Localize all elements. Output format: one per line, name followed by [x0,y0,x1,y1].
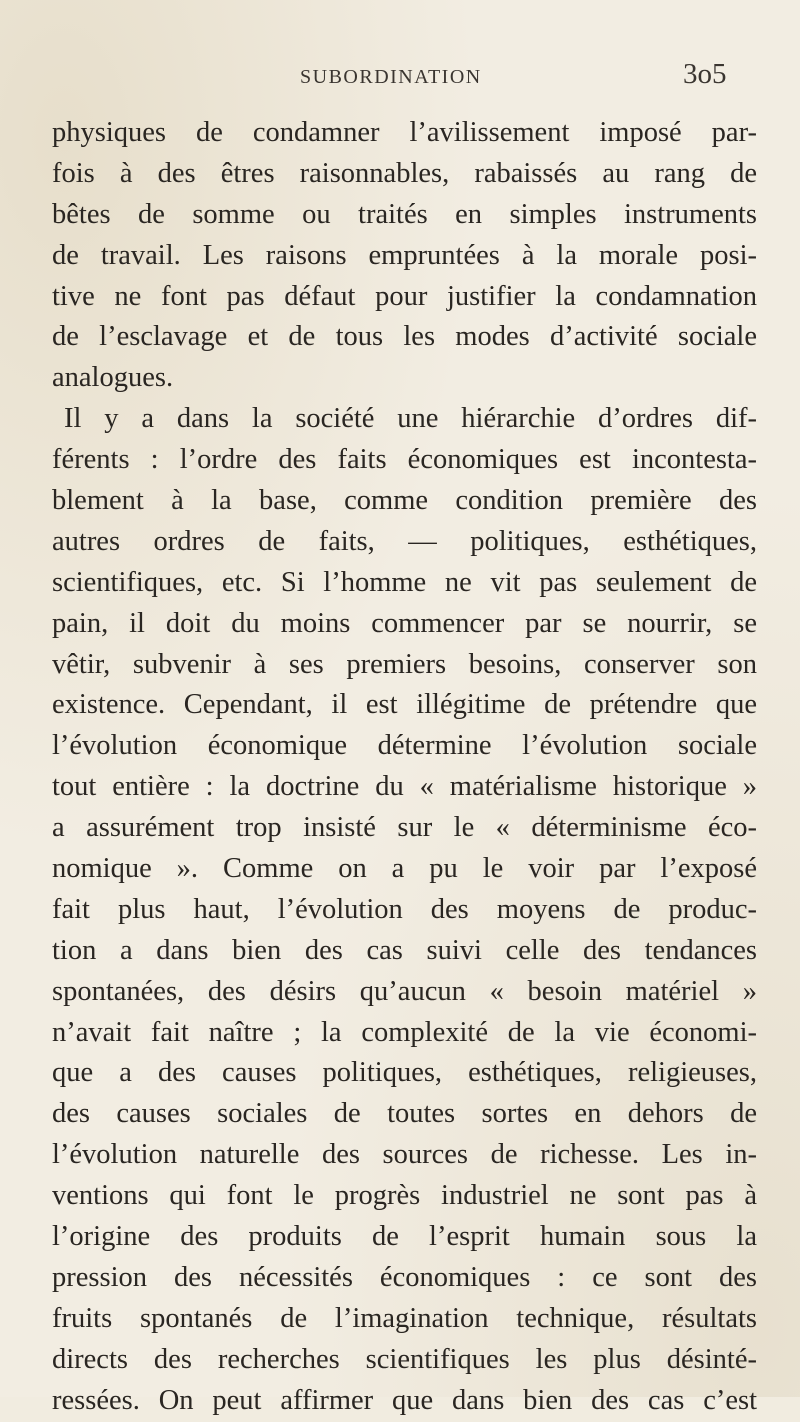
text-line: tion a dans bien des cas suivi celle des tendances [52,934,757,966]
body-text [52,113,757,1422]
text-line: fois à des êtres raisonnables, rabaissés au rang de [52,157,757,189]
text-line: vêtir, subvenir à ses premiers besoins, conserver son [52,648,757,680]
running-title: SUBORDINATION [300,66,482,88]
text-line: scientifiques, etc. Si l’homme ne vit pas seulement de [52,566,757,598]
text-line: l’origine des produits de l’esprit humain sous la [52,1221,757,1253]
text-line: que a des causes politiques, esthétiques, religieuses, [52,1057,757,1089]
text-line: spontanées, des désirs qu’aucun « besoin matériel » [52,975,757,1007]
paragraph-start-line: Il y a dans la société une hiérarchie d’ordres dif- [64,403,757,435]
text-line: physiques de condamner l’avilissement imposé par- [52,117,757,148]
text-line: pression des nécessités économiques : ce sont des [52,1261,757,1293]
text-line: ventions qui font le progrès industriel ne sont pas à [52,1180,757,1212]
text-line: pain, il doit du moins commencer par se nourrir, se [52,607,757,639]
text-line: férents : l’ordre des faits économiques est incontesta- [52,444,757,476]
text-line: tout entière : la doctrine du « matérialisme historique » [52,771,757,803]
text-line: nomique ». Comme on a pu le voir par l’exposé [52,853,757,885]
text-line: tive ne font pas défaut pour justifier la condamnation [52,280,757,312]
running-head [0,58,800,98]
text-line: directs des recherches scientifiques les plus désinté- [52,1343,757,1375]
page-number: 3o5 [683,58,727,90]
text-line: fruits spontanés de l’imagination technique, résultats [52,1302,757,1334]
text-line: ressées. On peut affirmer que dans bien des cas c’est [52,1384,757,1416]
text-line: de l’esclavage et de tous les modes d’activité sociale [52,321,757,353]
text-line: l’évolution naturelle des sources de richesse. Les in- [52,1139,757,1171]
text-line: bêtes de somme ou traités en simples instruments [52,198,757,230]
text-line: n’avait fait naître ; la complexité de la vie économi- [52,1016,757,1048]
text-line: l’évolution économique détermine l’évolution sociale [52,730,757,762]
text-line: existence. Cependant, il est illégitime de prétendre que [52,689,757,721]
text-line: fait plus haut, l’évolution des moyens de produc- [52,893,757,925]
text-line: blement à la base, comme condition première des [52,485,757,517]
text-line: de travail. Les raisons empruntées à la morale posi- [52,239,757,271]
text-line: a assurément trop insisté sur le « déterminisme éco- [52,812,757,844]
text-line: des causes sociales de toutes sortes en dehors de [52,1098,757,1130]
text-line: analogues. [52,362,174,394]
text-line: autres ordres de faits, — politiques, esthétiques, [52,525,757,557]
